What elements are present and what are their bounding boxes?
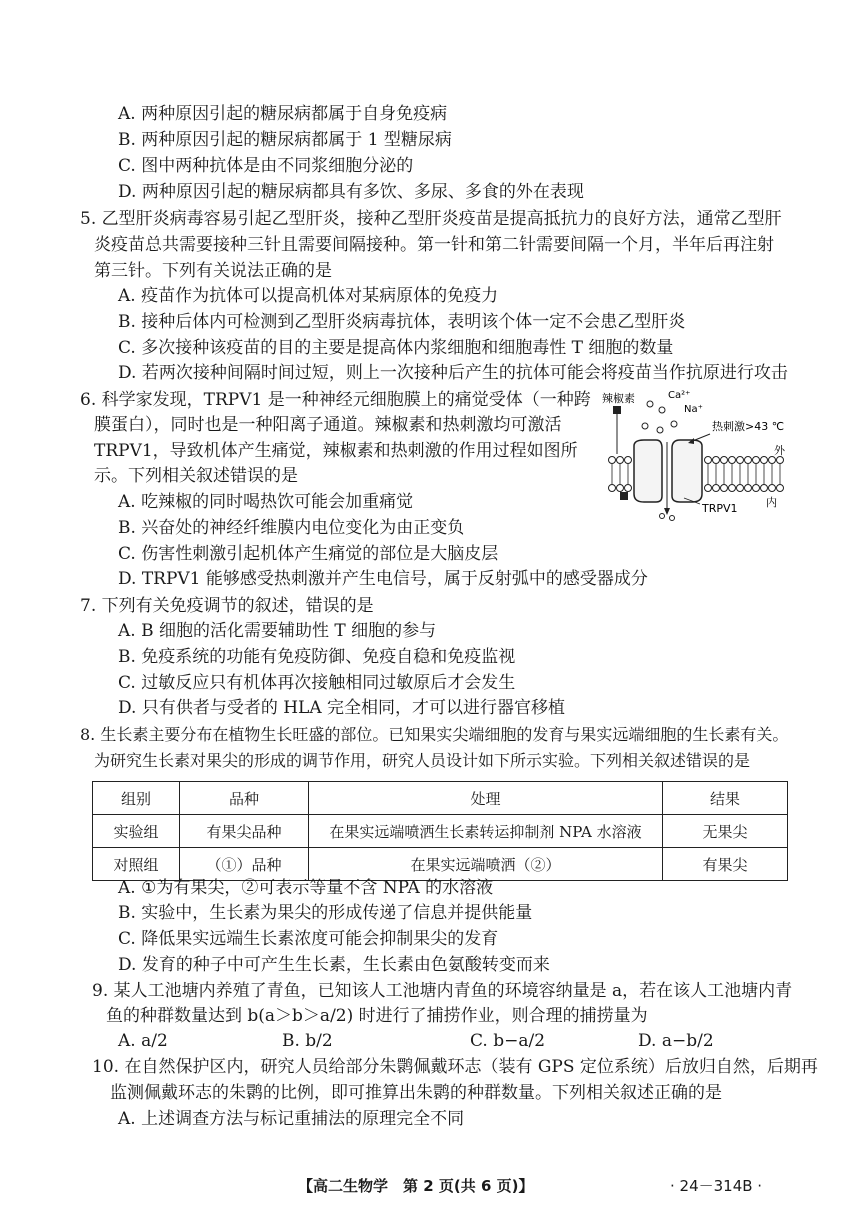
q6-option-b: B. 兴奋处的神经纤维膜内电位变化为由正变负 [118, 518, 465, 538]
q6-option-c: C. 伤害性刺激引起机体产生痛觉的部位是大脑皮层 [118, 544, 499, 564]
q9-option-a: A. a/2 [118, 1031, 168, 1051]
capsaicin-marker [613, 406, 621, 414]
q9-stem-line2: 鱼的种群数量达到 b(a＞b＞a/2) 时进行了捕捞作业，则合理的捕捞量为 [106, 1006, 648, 1026]
capsaicin-label: 辣椒素 [602, 392, 635, 405]
experiment-table [92, 781, 788, 881]
header-treatment: 处理 [309, 782, 663, 815]
table-cell: 无果尖 [663, 815, 788, 848]
table-cell: （①）品种 [180, 848, 309, 881]
trpv1-channel-shape [634, 440, 702, 502]
table-header-row [93, 782, 788, 815]
table-cell: 有果尖 [663, 848, 788, 881]
q8-option-b: B. 实验中，生长素为果尖的形成传递了信息并提供能量 [118, 903, 533, 923]
table-cell: 在果实远端喷洒（②） [309, 848, 663, 881]
q7-option-a: A. B 细胞的活化需要辅助性 T 细胞的参与 [118, 621, 437, 641]
table-cell: 有果尖品种 [180, 815, 309, 848]
q6-stem-line4: 示。下列相关叙述错误的是 [94, 466, 298, 486]
q5-option-a: A. 疫苗作为抗体可以提高机体对某病原体的免疫力 [118, 286, 499, 306]
q9-option-d: D. a−b/2 [638, 1031, 714, 1051]
option-c: C. 图中两种抗体是由不同浆细胞分泌的 [118, 156, 414, 176]
option-b: B. 两种原因引起的糖尿病都属于 1 型糖尿病 [118, 130, 452, 150]
q5-option-c: C. 多次接种该疫苗的目的主要是提高体内浆细胞和细胞毒性 T 细胞的数量 [118, 338, 674, 358]
q5-stem-line1: 5. 乙型肝炎病毒容易引起乙型肝炎，接种乙型肝炎疫苗是提高抵抗力的良好方法，通常乙型肝 [80, 209, 782, 229]
q6-stem-line1: 6. 科学家发现，TRPV1 是一种神经元细胞膜上的痛觉受体（一种跨 [80, 390, 591, 410]
q10-stem-line2: 监测佩戴环志的朱鹮的比例，即可推算出朱鹮的种群数量。下列相关叙述正确的是 [110, 1083, 722, 1103]
q5-option-d: D. 若两次接种间隔时间过短，则上一次接种后产生的抗体可能会将疫苗当作抗原进行攻击 [118, 363, 788, 383]
q9-option-b: B. b/2 [282, 1031, 333, 1051]
outside-label: 外 [774, 444, 785, 457]
q9-option-c: C. b−a/2 [470, 1031, 546, 1051]
sodium-label: Na⁺ [684, 404, 703, 415]
header-result: 结果 [663, 782, 788, 815]
q8-stem-line1: 8. 生长素主要分布在植物生长旺盛的部位。已知果实尖端细胞的发育与果实远端细胞的生长素有关。 [80, 725, 789, 744]
q6-option-a: A. 吃辣椒的同时喝热饮可能会加重痛觉 [118, 492, 414, 512]
q7-option-c: C. 过敏反应只有机体再次接触相同过敏原后才会发生 [118, 673, 516, 693]
inside-label: 内 [766, 496, 777, 509]
table-cell: 在果实远端喷洒生长素转运抑制剂 NPA 水溶液 [309, 815, 663, 848]
q6-stem-line2: 膜蛋白），同时也是一种阳离子通道。辣椒素和热刺激均可激活 [94, 415, 562, 435]
q8-option-a: A. ①为有果尖，②可表示等量不含 NPA 的水溶液 [118, 878, 494, 898]
q8-option-d: D. 发育的种子中可产生生长素，生长素由色氨酸转变而来 [118, 955, 550, 975]
table-cell: 对照组 [93, 848, 180, 881]
q9-stem-line1: 9. 某人工池塘内养殖了青鱼，已知该人工池塘内青鱼的环境容纳量是 a，若在该人工池塘内青 [92, 981, 793, 1001]
page-footer: 【高二生物学 第 2 页(共 6 页)】 [298, 1177, 534, 1195]
q7-option-d: D. 只有供者与受者的 HLA 完全相同，才可以进行器官移植 [118, 698, 566, 718]
q7-stem: 7. 下列有关免疫调节的叙述，错误的是 [80, 596, 374, 616]
q5-stem-line3: 第三针。下列有关说法正确的是 [94, 261, 332, 281]
q5-option-b: B. 接种后体内可检测到乙型肝炎病毒抗体，表明该个体一定不会患乙型肝炎 [118, 312, 686, 332]
paper-code: · 24－314B · [670, 1177, 763, 1195]
q10-stem-line1: 10. 在自然保护区内，研究人员给部分朱鹮佩戴环志（装有 GPS 定位系统）后放归自然，后期再 [92, 1057, 818, 1077]
q8-stem-line2: 为研究生长素对果尖的形成的调节作用，研究人员设计如下所示实验。下列相关叙述错误的是 [94, 751, 751, 770]
header-group: 组别 [93, 782, 180, 815]
trpv1-label: TRPV1 [702, 502, 738, 515]
q7-option-b: B. 免疫系统的功能有免疫防御、免疫自稳和免疫监视 [118, 647, 516, 667]
table-row [93, 848, 788, 881]
q6-stem-line3: TRPV1，导致机体产生痛觉，辣椒素和热刺激的作用过程如图所 [94, 441, 578, 461]
table-cell: 实验组 [93, 815, 180, 848]
q5-stem-line2: 炎疫苗总共需要接种三针且需要间隔接种。第一针和第二针需要间隔一个月，半年后再注射 [94, 235, 774, 255]
q6-option-d: D. TRPV1 能够感受热刺激并产生电信号，属于反射弧中的感受器成分 [118, 569, 648, 589]
option-a: A. 两种原因引起的糖尿病都属于自身免疫病 [118, 104, 448, 124]
trpv1-diagram [600, 384, 800, 524]
heat-stimulus-label: 热刺激>43 ℃ [712, 420, 785, 433]
q8-option-c: C. 降低果实远端生长素浓度可能会抑制果尖的发育 [118, 929, 499, 949]
calcium-label: Ca²⁺ [668, 390, 691, 401]
header-variety: 品种 [180, 782, 309, 815]
option-d: D. 两种原因引起的糖尿病都具有多饮、多尿、多食的外在表现 [118, 182, 584, 202]
q10-option-a: A. 上述调查方法与标记重捕法的原理完全不同 [118, 1109, 465, 1129]
table-row [93, 815, 788, 848]
